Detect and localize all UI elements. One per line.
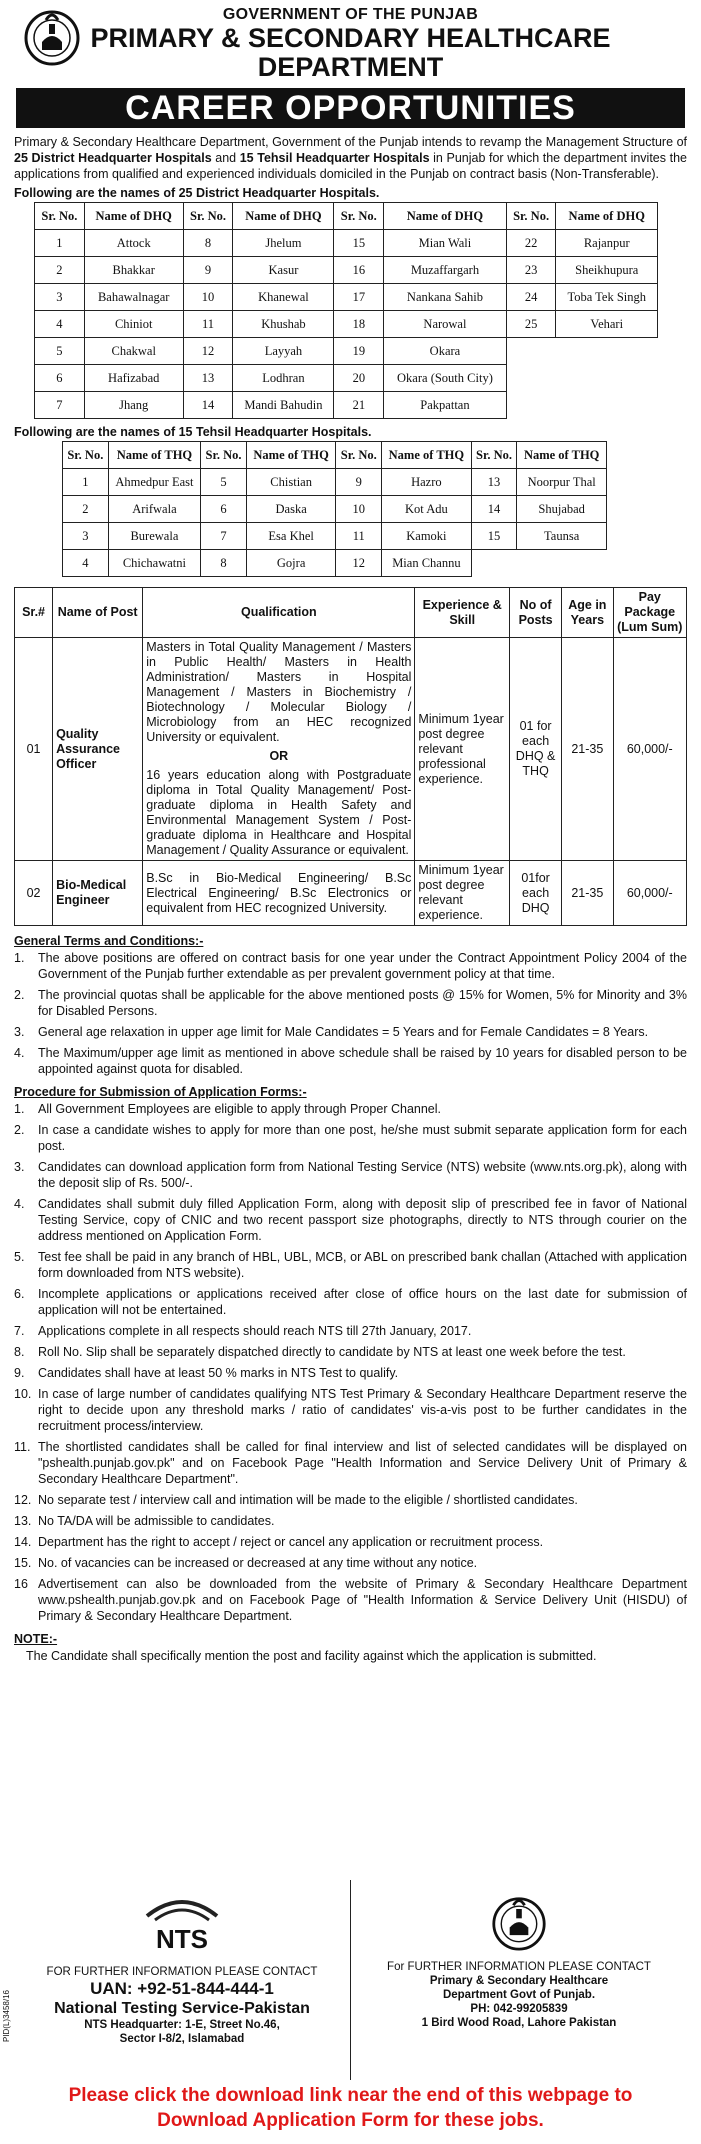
dhq-header-cell: Name of DHQ bbox=[556, 203, 658, 230]
list-item-number: 3. bbox=[14, 1025, 25, 1039]
department-title-line1: PRIMARY & SECONDARY HEALTHCARE bbox=[90, 23, 611, 53]
publication-code: PID(L)3458/16 bbox=[2, 1990, 11, 2043]
table-row bbox=[35, 311, 658, 338]
dhq-cell: Bahawalnagar bbox=[84, 284, 183, 311]
download-notice[interactable] bbox=[0, 2083, 701, 2133]
nts-uan: UAN: +92-51-844-444-1 bbox=[90, 1979, 274, 1998]
list-item bbox=[14, 1555, 687, 1571]
list-item bbox=[14, 1249, 687, 1281]
dhq-cell: 5 bbox=[35, 338, 85, 365]
post-age: 21-35 bbox=[562, 638, 613, 861]
dhq-cell: Pakpattan bbox=[384, 392, 506, 419]
thq-cell: Noorpur Thal bbox=[517, 469, 607, 496]
list-item-number: 1. bbox=[14, 951, 25, 965]
list-item-number: 4. bbox=[14, 1197, 25, 1211]
posts-header-no-of-posts: No of Posts bbox=[510, 588, 562, 638]
dhq-cell: 23 bbox=[506, 257, 556, 284]
department-title-line2: DEPARTMENT bbox=[257, 52, 444, 82]
list-item bbox=[14, 987, 687, 1019]
list-item bbox=[14, 1439, 687, 1487]
list-item-number: 14. bbox=[14, 1535, 32, 1549]
post-sr: 02 bbox=[15, 861, 53, 926]
general-terms-title: General Terms and Conditions:- bbox=[14, 934, 204, 948]
thq-cell: Arifwala bbox=[108, 496, 201, 523]
list-item bbox=[14, 1513, 687, 1529]
intro-text-2: and bbox=[211, 151, 240, 165]
dhq-header-cell: Sr. No. bbox=[35, 203, 85, 230]
list-item-text: Candidates shall submit duly filled Application Form, along with deposit slip of prescribed fee in favor of National Testing Service, copy of CNIC and two recent passport size photographs, directly to NTS through courier on the address mentioned on Application Form. bbox=[38, 1197, 687, 1243]
list-item-number: 15. bbox=[14, 1556, 32, 1570]
intro-text-3: in Punjab for which the department invites the applications from qualified and experienced individuals domiciled in the Punjab on contract basis (Non-Transferable). bbox=[14, 151, 687, 181]
list-item-number: 4. bbox=[14, 1046, 25, 1060]
dhq-cell bbox=[506, 338, 556, 365]
qualification-or: OR bbox=[269, 749, 289, 763]
dhq-cell: 3 bbox=[35, 284, 85, 311]
list-item-number: 2. bbox=[14, 988, 25, 1002]
dhq-cell: 7 bbox=[35, 392, 85, 419]
list-item bbox=[14, 1344, 687, 1360]
dhq-cell: Khanewal bbox=[233, 284, 334, 311]
thq-cell: 2 bbox=[63, 496, 109, 523]
dhq-cell bbox=[506, 365, 556, 392]
list-item bbox=[14, 1159, 687, 1191]
dhq-cell: Muzaffargarh bbox=[384, 257, 506, 284]
post-experience: Minimum 1year post degree relevant professional experience. bbox=[415, 638, 510, 861]
post-count: 01 for each DHQ & THQ bbox=[510, 638, 562, 861]
download-notice-line2: Download Application Form for these jobs. bbox=[157, 2110, 544, 2131]
list-item-text: Incomplete applications or applications received after close of office hours on the last date for submission of application will not be entertained. bbox=[38, 1287, 687, 1317]
dhq-cell: 2 bbox=[35, 257, 85, 284]
thq-header-cell: Name of THQ bbox=[246, 442, 336, 469]
dhq-cell: 1 bbox=[35, 230, 85, 257]
list-item-text: Advertisement can also be downloaded from the website of Primary & Secondary Healthcare Department www.pshealth.punjab.gov.pk and on Facebook Page of "Health Information & Service Delivery Unit (HISDU) of Primary & Secondary Healthcare Department. bbox=[38, 1577, 687, 1623]
dhq-cell: 18 bbox=[334, 311, 384, 338]
list-item bbox=[14, 1492, 687, 1508]
post-experience: Minimum 1year post degree relevant experience. bbox=[415, 861, 510, 926]
table-row bbox=[15, 638, 687, 861]
list-item-number: 2. bbox=[14, 1123, 25, 1137]
post-name: Quality Assurance Officer bbox=[53, 638, 143, 861]
dhq-cell bbox=[556, 338, 658, 365]
dhq-cell: 25 bbox=[506, 311, 556, 338]
list-item-text: No TA/DA will be admissible to candidates. bbox=[38, 1514, 275, 1528]
list-item bbox=[14, 1365, 687, 1381]
list-item bbox=[14, 1534, 687, 1550]
table-row bbox=[35, 365, 658, 392]
thq-cell: 4 bbox=[63, 550, 109, 577]
dhq-cell: Nankana Sahib bbox=[384, 284, 506, 311]
thq-header-cell: Sr. No. bbox=[336, 442, 382, 469]
intro-text-1: Primary & Secondary Healthcare Department, Government of the Punjab intends to revamp the Management Structure of bbox=[14, 135, 687, 149]
footer-department-contact bbox=[351, 1880, 687, 2080]
list-item-text: The shortlisted candidates shall be called for final interview and list of selected candidates will be displayed on "pshealth.punjab.gov.pk" and on Facebook Page "Health Information and Service Delivery Unit of Primary & Secondary Healthcare Department". bbox=[38, 1440, 687, 1486]
dhq-header-cell: Name of DHQ bbox=[384, 203, 506, 230]
dhq-table bbox=[34, 202, 658, 419]
list-item-text: All Government Employees are eligible to apply through Proper Channel. bbox=[38, 1102, 442, 1116]
list-item-text: General age relaxation in upper age limit for Male Candidates = 5 Years and for Female Candidates = 8 Years. bbox=[38, 1025, 649, 1039]
list-item-number: 5. bbox=[14, 1250, 25, 1264]
dhq-cell: 16 bbox=[334, 257, 384, 284]
list-item-number: 6. bbox=[14, 1287, 25, 1301]
list-item-number: 16 bbox=[14, 1577, 28, 1591]
thq-cell: 1 bbox=[63, 469, 109, 496]
header bbox=[14, 0, 687, 88]
posts-header-sr: Sr.# bbox=[15, 588, 53, 638]
dhq-cell: Okara (South City) bbox=[384, 365, 506, 392]
dhq-cell: Layyah bbox=[233, 338, 334, 365]
list-item bbox=[14, 1101, 687, 1117]
thq-cell: Chichawatni bbox=[108, 550, 201, 577]
dhq-cell: Mandi Bahudin bbox=[233, 392, 334, 419]
government-title: GOVERNMENT OF THE PUNJAB bbox=[222, 6, 479, 23]
dhq-header-cell: Sr. No. bbox=[334, 203, 384, 230]
dhq-cell: Rajanpur bbox=[556, 230, 658, 257]
dhq-cell: 6 bbox=[35, 365, 85, 392]
posts-header-name: Name of Post bbox=[53, 588, 143, 638]
punjab-government-emblem-icon bbox=[491, 1890, 547, 1956]
list-item-number: 11. bbox=[14, 1440, 31, 1454]
table-row bbox=[63, 469, 607, 496]
career-banner: CAREER OPPORTUNITIES bbox=[16, 88, 685, 128]
table-row bbox=[35, 338, 658, 365]
list-item-number: 7. bbox=[14, 1324, 25, 1338]
dhq-cell: Sheikhupura bbox=[556, 257, 658, 284]
list-item-text: No. of vacancies can be increased or decreased at any time without any notice. bbox=[38, 1556, 478, 1570]
dhq-cell: Hafizabad bbox=[84, 365, 183, 392]
intro-paragraph bbox=[14, 134, 687, 182]
dhq-title: Following are the names of 25 District Headquarter Hospitals. bbox=[14, 186, 380, 200]
posts-table bbox=[14, 587, 687, 926]
dhq-cell: 20 bbox=[334, 365, 384, 392]
note-text: The Candidate shall specifically mention the post and facility against which the application is submitted. bbox=[26, 1649, 597, 1663]
nts-address-1: NTS Headquarter: 1-E, Street No.46, bbox=[84, 2019, 280, 2031]
table-row bbox=[63, 496, 607, 523]
table-row bbox=[63, 550, 607, 577]
thq-cell: 14 bbox=[471, 496, 517, 523]
dhq-cell: 10 bbox=[183, 284, 233, 311]
dhq-header-cell: Name of DHQ bbox=[84, 203, 183, 230]
posts-header-qualification: Qualification bbox=[143, 588, 415, 638]
dept-contact-label: For FURTHER INFORMATION PLEASE CONTACT bbox=[387, 1961, 651, 1973]
list-item-number: 3. bbox=[14, 1160, 25, 1174]
qualification-option-a: Masters in Total Quality Management / Masters in Public Health/ Masters in Health Administration/ Masters in Hospital Management / Masters in Biochemistry / Biotechnology / Molecular Biology / Microbiology from an HEC recognized University or equivalent. bbox=[146, 640, 412, 744]
list-item-text: Test fee shall be paid in any branch of HBL, UBL, MCB, or ABL on prescribed bank challan (Attached with application form downloaded from NTS website). bbox=[38, 1250, 687, 1280]
list-item-number: 1. bbox=[14, 1102, 25, 1116]
general-terms-list bbox=[14, 950, 687, 1077]
dhq-cell: Attock bbox=[84, 230, 183, 257]
thq-cell: Daska bbox=[246, 496, 336, 523]
dhq-header-cell: Sr. No. bbox=[506, 203, 556, 230]
list-item-text: Applications complete in all respects should reach NTS till 27th January, 2017. bbox=[38, 1324, 472, 1338]
thq-cell: 10 bbox=[336, 496, 382, 523]
dhq-cell: Narowal bbox=[384, 311, 506, 338]
posts-header-experience: Experience & Skill bbox=[415, 588, 510, 638]
post-qualification bbox=[143, 638, 415, 861]
footer bbox=[14, 1880, 687, 2080]
dept-name-1: Primary & Secondary Healthcare bbox=[429, 1975, 609, 1987]
thq-cell: 8 bbox=[201, 550, 247, 577]
dhq-cell bbox=[556, 392, 658, 419]
procedure-title: Procedure for Submission of Application Forms:- bbox=[14, 1085, 307, 1099]
dhq-cell: 19 bbox=[334, 338, 384, 365]
footer-nts-contact bbox=[14, 1880, 351, 2080]
dept-phone: PH: 042-99205839 bbox=[470, 2003, 568, 2015]
thq-cell: Kamoki bbox=[382, 523, 472, 550]
dhq-cell: 14 bbox=[183, 392, 233, 419]
post-sr: 01 bbox=[15, 638, 53, 861]
list-item bbox=[14, 1576, 687, 1624]
thq-table bbox=[62, 441, 607, 577]
list-item-text: No separate test / interview call and intimation will be made to the eligible / shortlisted candidates. bbox=[38, 1493, 578, 1507]
thq-cell: Taunsa bbox=[517, 523, 607, 550]
list-item bbox=[14, 1045, 687, 1077]
thq-cell: Chistian bbox=[246, 469, 336, 496]
thq-cell bbox=[517, 550, 607, 577]
dhq-cell: 21 bbox=[334, 392, 384, 419]
note-title: NOTE:- bbox=[14, 1632, 58, 1646]
qualification-option-b: 16 years education along with Postgraduate diploma in Total Quality Management/ Post-graduate diploma in Health Safety and Environmental Management System / Post-graduate diploma in Healthcare and Hospital Management / Quality Assurance or equivalent. bbox=[146, 768, 412, 857]
list-item-text: In case a candidate wishes to apply for more than one post, he/she must submit separate application form for each post. bbox=[38, 1123, 687, 1153]
thq-header-cell: Name of THQ bbox=[517, 442, 607, 469]
thq-cell bbox=[471, 550, 517, 577]
dhq-cell: 17 bbox=[334, 284, 384, 311]
list-item-number: 10. bbox=[14, 1387, 32, 1401]
table-row bbox=[35, 284, 658, 311]
thq-cell: Gojra bbox=[246, 550, 336, 577]
posts-header-age: Age in Years bbox=[562, 588, 613, 638]
dhq-cell: Toba Tek Singh bbox=[556, 284, 658, 311]
thq-cell: Hazro bbox=[382, 469, 472, 496]
dhq-cell: Lodhran bbox=[233, 365, 334, 392]
list-item bbox=[14, 1386, 687, 1434]
thq-header-cell: Name of THQ bbox=[382, 442, 472, 469]
dhq-cell: Vehari bbox=[556, 311, 658, 338]
list-item bbox=[14, 1286, 687, 1318]
dhq-cell: 8 bbox=[183, 230, 233, 257]
thq-cell: Kot Adu bbox=[382, 496, 472, 523]
list-item-text: Candidates shall have at least 50 % marks in NTS Test to qualify. bbox=[38, 1366, 399, 1380]
dhq-cell: 15 bbox=[334, 230, 384, 257]
nts-name: National Testing Service-Pakistan bbox=[54, 2000, 310, 2017]
dhq-cell: Chiniot bbox=[84, 311, 183, 338]
procedure-list bbox=[14, 1101, 687, 1624]
list-item-number: 12. bbox=[14, 1493, 32, 1507]
thq-header-cell: Name of THQ bbox=[108, 442, 201, 469]
list-item-text: The Maximum/upper age limit as mentioned in above schedule shall be raised by 10 years for disabled person to be appointed against quota for disabled. bbox=[38, 1046, 687, 1076]
thq-cell: Shujabad bbox=[517, 496, 607, 523]
dhq-cell bbox=[556, 365, 658, 392]
dhq-cell: Bhakkar bbox=[84, 257, 183, 284]
table-row bbox=[35, 230, 658, 257]
post-count: 01for each DHQ bbox=[510, 861, 562, 926]
dhq-cell: 4 bbox=[35, 311, 85, 338]
thq-cell: 5 bbox=[201, 469, 247, 496]
dhq-cell: Khushab bbox=[233, 311, 334, 338]
table-row bbox=[15, 861, 687, 926]
table-row bbox=[35, 392, 658, 419]
nts-contact-label: FOR FURTHER INFORMATION PLEASE CONTACT bbox=[46, 1966, 318, 1978]
thq-cell: 3 bbox=[63, 523, 109, 550]
list-item bbox=[14, 1122, 687, 1154]
thq-cell: Ahmedpur East bbox=[108, 469, 201, 496]
dept-address: 1 Bird Wood Road, Lahore Pakistan bbox=[421, 2017, 617, 2029]
list-item-text: The provincial quotas shall be applicable for the above mentioned posts @ 15% for Women, 5% for Minority and 3% for Disabled Persons. bbox=[38, 988, 687, 1018]
dhq-cell: 24 bbox=[506, 284, 556, 311]
nts-address-2: Sector I-8/2, Islamabad bbox=[119, 2033, 245, 2045]
thq-cell: 11 bbox=[336, 523, 382, 550]
dhq-cell: Mian Wali bbox=[384, 230, 506, 257]
dhq-header-cell: Name of DHQ bbox=[233, 203, 334, 230]
dhq-cell: Kasur bbox=[233, 257, 334, 284]
dhq-cell: Okara bbox=[384, 338, 506, 365]
intro-bold-thq: 15 Tehsil Headquarter Hospitals bbox=[239, 151, 430, 165]
thq-header-cell: Sr. No. bbox=[201, 442, 247, 469]
thq-cell: 9 bbox=[336, 469, 382, 496]
dhq-cell: Jhang bbox=[84, 392, 183, 419]
thq-cell: 6 bbox=[201, 496, 247, 523]
table-row bbox=[63, 523, 607, 550]
dept-name-2: Department Govt of Punjab. bbox=[442, 1989, 596, 2001]
list-item bbox=[14, 1196, 687, 1244]
thq-header-cell: Sr. No. bbox=[63, 442, 109, 469]
nts-logo-icon bbox=[127, 1894, 237, 1954]
dhq-cell: 9 bbox=[183, 257, 233, 284]
post-name: Bio-Medical Engineer bbox=[53, 861, 143, 926]
intro-bold-dhq: 25 District Headquarter Hospitals bbox=[14, 151, 212, 165]
post-pay: 60,000/- bbox=[613, 638, 686, 861]
list-item-text: In case of large number of candidates qualifying NTS Test Primary & Secondary Healthcare Department reserve the right to decide upon any threshold marks / ratio of candidates' vis-a-vis post to be further candidates in the recruitment process/interview. bbox=[38, 1387, 687, 1433]
dhq-header-cell: Sr. No. bbox=[183, 203, 233, 230]
thq-cell: 13 bbox=[471, 469, 517, 496]
thq-cell: 7 bbox=[201, 523, 247, 550]
dhq-cell: Jhelum bbox=[233, 230, 334, 257]
dhq-cell: 13 bbox=[183, 365, 233, 392]
dhq-cell: Chakwal bbox=[84, 338, 183, 365]
dhq-cell: 22 bbox=[506, 230, 556, 257]
punjab-government-emblem-icon bbox=[24, 6, 80, 70]
post-age: 21-35 bbox=[562, 861, 613, 926]
post-pay: 60,000/- bbox=[613, 861, 686, 926]
thq-cell: Mian Channu bbox=[382, 550, 472, 577]
list-item-text: Roll No. Slip shall be separately dispatched directly to candidate by NTS at least one week before the test. bbox=[38, 1345, 626, 1359]
list-item bbox=[14, 1024, 687, 1040]
thq-cell: 12 bbox=[336, 550, 382, 577]
list-item-text: The above positions are offered on contract basis for one year under the Contract Appointment Policy 2004 of the Government of the Punjab further extendable as per prevalent government policy at that time. bbox=[38, 951, 687, 981]
thq-title: Following are the names of 15 Tehsil Headquarter Hospitals. bbox=[14, 425, 372, 439]
dhq-cell bbox=[506, 392, 556, 419]
list-item-number: 13. bbox=[14, 1514, 32, 1528]
thq-cell: Burewala bbox=[108, 523, 201, 550]
table-row bbox=[35, 257, 658, 284]
list-item bbox=[14, 950, 687, 982]
post-qualification: B.Sc in Bio-Medical Engineering/ B.Sc Electrical Engineering/ B.Sc Electronics or equivalent from HEC recognized University. bbox=[143, 861, 415, 926]
list-item-text: Department has the right to accept / reject or cancel any application or recruitment process. bbox=[38, 1535, 544, 1549]
list-item-text: Candidates can download application form from National Testing Service (NTS) website (www.nts.org.pk), along with the deposit slip of Rs. 500/-. bbox=[38, 1160, 687, 1190]
list-item bbox=[14, 1323, 687, 1339]
thq-header-cell: Sr. No. bbox=[471, 442, 517, 469]
list-item-number: 8. bbox=[14, 1345, 25, 1359]
dhq-cell: 11 bbox=[183, 311, 233, 338]
dhq-cell: 12 bbox=[183, 338, 233, 365]
list-item-number: 9. bbox=[14, 1366, 25, 1380]
download-notice-line1: Please click the download link near the end of this webpage to bbox=[68, 2085, 633, 2106]
thq-cell: 15 bbox=[471, 523, 517, 550]
thq-cell: Esa Khel bbox=[246, 523, 336, 550]
posts-header-pay: Pay Package (Lum Sum) bbox=[613, 588, 686, 638]
nts-logo-text: NTS bbox=[156, 1924, 208, 1954]
